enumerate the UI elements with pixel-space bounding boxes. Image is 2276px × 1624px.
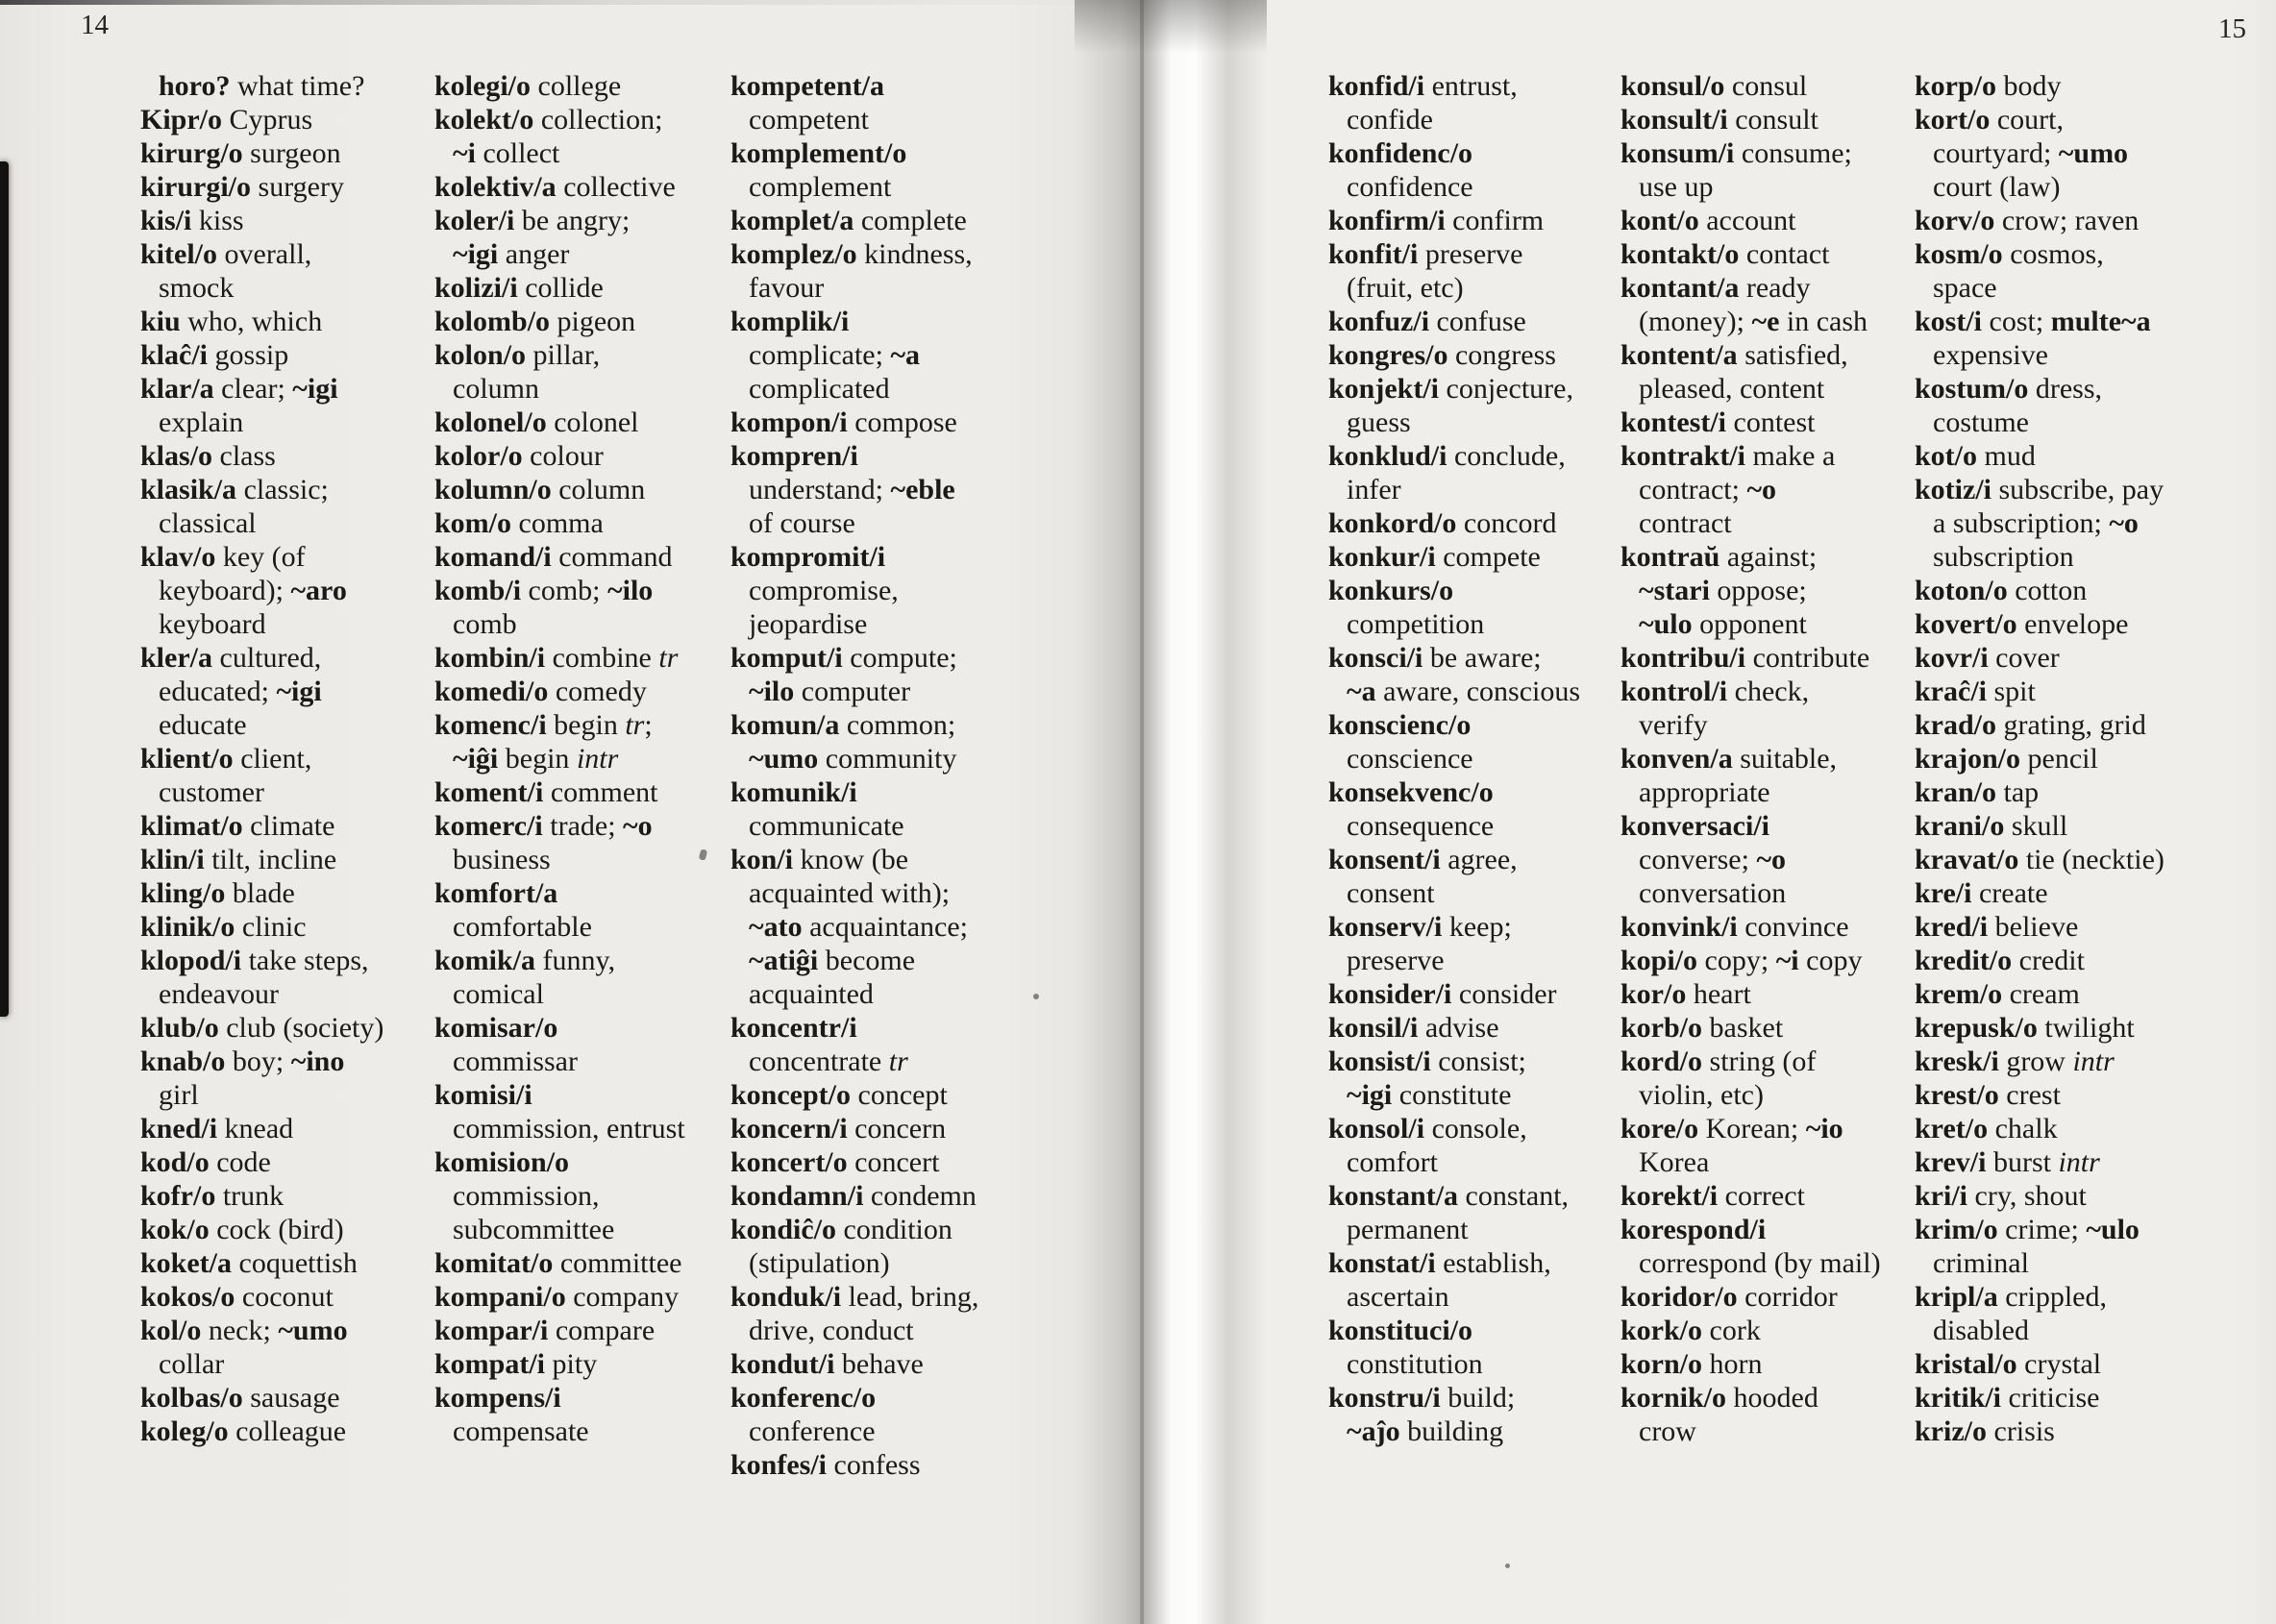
dictionary-entry: konvink/i convince [1620, 911, 1849, 943]
dictionary-entry: kondut/i behave [730, 1348, 924, 1380]
dictionary-entry: konsekvenc/o consequence [1328, 776, 1495, 842]
dictionary-entry: kran/o tap [1915, 776, 2040, 808]
dictionary-entry: kovr/i cover [1915, 642, 2060, 674]
dictionary-entry: komplez/o kindness, favour [730, 238, 973, 304]
dictionary-entry: kolor/o colour [434, 440, 604, 472]
dictionary-entry: klasik/a classic; classical [140, 474, 329, 539]
dictionary-entry: kriz/o crisis [1915, 1415, 2055, 1447]
dictionary-entry: komplement/o complement [730, 137, 907, 203]
dictionary-entry: konfuz/i confuse [1328, 306, 1526, 337]
dictionary-entry: konsol/i console, comfort [1328, 1113, 1527, 1178]
dictionary-entry: kler/a cultured, educated; ~igi educate [140, 642, 322, 741]
dictionary-entry: koler/i be angry; ~igi anger [434, 205, 631, 270]
dictionary-column [434, 69, 723, 1448]
dictionary-entry: kontrol/i check, verify [1620, 676, 1810, 741]
dictionary-entry: komb/i comb; ~ilo comb [434, 575, 654, 640]
dictionary-entry: kret/o chalk [1915, 1113, 2058, 1144]
dictionary-entry: korn/o horn [1620, 1348, 1763, 1380]
dictionary-entry: kolekt/o collection; ~i collect [434, 104, 663, 169]
dictionary-entry: kord/o string (of violin, etc) [1620, 1046, 1817, 1111]
scan-edge-shadow [0, 161, 9, 1017]
dictionary-entry: kondiĉ/o condition (stipulation) [730, 1214, 952, 1279]
dictionary-entry: kostum/o dress, costume [1915, 373, 2103, 438]
dictionary-entry: krest/o crest [1915, 1079, 2061, 1111]
dictionary-entry: klar/a clear; ~igi explain [140, 373, 338, 438]
dictionary-entry: kont/o account [1620, 205, 1796, 236]
dictionary-entry: kofr/o trunk [140, 1180, 284, 1212]
dictionary-entry: kompren/i understand; ~eble of course [730, 440, 955, 539]
dictionary-entry: koncept/o concept [730, 1079, 948, 1111]
dictionary-entry: kompani/o company [434, 1281, 680, 1313]
dictionary-entry: kontrakt/i make a contract; ~o contract [1620, 440, 1836, 539]
dictionary-entry: komisar/o commissar [434, 1012, 578, 1077]
dictionary-entry: konscienc/o conscience [1328, 709, 1473, 775]
dictionary-entry: krim/o crime; ~ulo criminal [1915, 1214, 2140, 1279]
dictionary-entry: kraĉ/i spit [1915, 676, 2036, 707]
dictionary-entry: kirurg/o surgeon [140, 137, 341, 169]
dictionary-entry: konsist/i consist; ~igi constitute [1328, 1046, 1526, 1111]
dictionary-entry: kripl/a crippled, disabled [1915, 1281, 2107, 1346]
dictionary-entry: komfort/a comfortable [434, 877, 592, 943]
scan-speck [1505, 1563, 1510, 1568]
dictionary-entry: kombin/i combine tr [434, 642, 679, 674]
dictionary-entry: krev/i burst intr [1915, 1146, 2100, 1178]
page-gutter-shadow [1075, 0, 1267, 1624]
dictionary-entry: krani/o skull [1915, 810, 2068, 842]
dictionary-entry: kri/i cry, shout [1915, 1180, 2087, 1212]
dictionary-entry: komand/i command [434, 541, 673, 573]
dictionary-entry: klaĉ/i gossip [140, 339, 289, 371]
dictionary-entry: korespond/i correspond (by mail) [1620, 1214, 1881, 1279]
dictionary-entry: klient/o client, customer [140, 743, 312, 808]
dictionary-entry: kom/o comma [434, 507, 604, 539]
dictionary-entry: kristal/o crystal [1915, 1348, 2102, 1380]
dictionary-entry: komisi/i commission, entrust [434, 1079, 685, 1144]
dictionary-entry: klin/i tilt, incline [140, 844, 337, 875]
dictionary-entry: konstant/a constant, permanent [1328, 1180, 1570, 1245]
dictionary-entry: koridor/o corridor [1620, 1281, 1838, 1313]
dictionary-entry: kredit/o credit [1915, 945, 2085, 976]
dictionary-entry: kompetent/a competent [730, 70, 884, 135]
dictionary-column [1620, 69, 1909, 1448]
dictionary-entry: kor/o heart [1620, 978, 1751, 1010]
dictionary-entry: krem/o cream [1915, 978, 2080, 1010]
dictionary-entry: konstru/i build; ~aĵo building [1328, 1382, 1516, 1447]
dictionary-entry: konfid/i entrust, confide [1328, 70, 1518, 135]
dictionary-entry: kned/i knead [140, 1113, 294, 1144]
dictionary-entry: konsul/o consul [1620, 70, 1808, 102]
dictionary-entry: konduk/i lead, bring, drive, conduct [730, 1281, 979, 1346]
dictionary-entry: konsider/i consider [1328, 978, 1557, 1010]
dictionary-entry: kort/o court, courtyard; ~umo court (law) [1915, 104, 2129, 203]
dictionary-column [1328, 69, 1617, 1448]
dictionary-entry: kritik/i criticise [1915, 1382, 2100, 1414]
dictionary-entry: kontakt/o contact [1620, 238, 1830, 270]
dictionary-column [1915, 69, 2203, 1448]
dictionary-entry: horo? what time? [159, 70, 365, 102]
dictionary-entry: komplet/a complete [730, 205, 967, 236]
dictionary-entry: klimat/o climate [140, 810, 335, 842]
dictionary-entry: konsent/i agree, consent [1328, 844, 1518, 909]
dictionary-entry: konkur/i compete [1328, 541, 1541, 573]
dictionary-entry: kotiz/i subscribe, pay a subscription; ~o subscription [1915, 474, 2165, 573]
dictionary-entry: kol/o neck; ~umo collar [140, 1315, 348, 1380]
dictionary-entry: kravat/o tie (necktie) [1915, 844, 2165, 875]
dictionary-entry: kontest/i contest [1620, 406, 1816, 438]
dictionary-entry: kontent/a satisfied, pleased, content [1620, 339, 1848, 405]
dictionary-entry: klas/o class [140, 440, 276, 472]
dictionary-entry: konkurs/o competition [1328, 575, 1485, 640]
dictionary-entry: kompar/i compare [434, 1315, 656, 1346]
dictionary-entry: konkord/o concord [1328, 507, 1557, 539]
dictionary-entry: kompromit/i compromise, jeopardise [730, 541, 899, 640]
dictionary-entry: konfes/i confess [730, 1449, 921, 1481]
dictionary-entry: korb/o basket [1620, 1012, 1784, 1044]
dictionary-entry: kod/o code [140, 1146, 271, 1178]
dictionary-column [140, 69, 429, 1448]
dictionary-entry: koton/o cotton [1915, 575, 2088, 606]
scan-speck [1033, 994, 1039, 999]
dictionary-entry: konven/a suitable, appropriate [1620, 743, 1838, 808]
dictionary-entry: kot/o mud [1915, 440, 2036, 472]
dictionary-entry: kompon/i compose [730, 406, 957, 438]
dictionary-entry: konklud/i conclude, infer [1328, 440, 1566, 505]
dictionary-entry: konjekt/i conjecture, guess [1328, 373, 1573, 438]
dictionary-entry: kornik/o hooded crow [1620, 1382, 1818, 1447]
dictionary-entry: konsult/i consult [1620, 104, 1818, 135]
dictionary-column [730, 69, 1019, 1482]
scan-top-edge-shadow [0, 0, 1134, 5]
dictionary-entry: komun/a common; ~umo community [730, 709, 957, 775]
dictionary-entry: konferenc/o conference [730, 1382, 877, 1447]
dictionary-entry: klav/o key (of keyboard); ~aro keyboard [140, 541, 347, 640]
dictionary-entry: kopi/o copy; ~i copy [1620, 945, 1863, 976]
dictionary-entry: kon/i know (be acquainted with); ~ato acquaintance; ~atiĝi become acquainted [730, 844, 968, 1010]
dictionary-entry: kokos/o coconut [140, 1281, 334, 1313]
dictionary-entry: koncern/i concern [730, 1113, 947, 1144]
dictionary-entry: komenc/i begin tr; ~iĝi begin intr [434, 709, 653, 775]
dictionary-entry: kolizi/i collide [434, 272, 604, 304]
dictionary-entry: kontant/a ready (money); ~e in cash [1620, 272, 1868, 337]
dictionary-entry: korekt/i correct [1620, 1180, 1805, 1212]
dictionary-entry: kre/i create [1915, 877, 2048, 909]
dictionary-entry: knab/o boy; ~ino girl [140, 1046, 345, 1111]
dictionary-entry: kolonel/o colonel [434, 406, 639, 438]
dictionary-entry: kompens/i compensate [434, 1382, 589, 1447]
dictionary-entry: kongres/o congress [1328, 339, 1556, 371]
dictionary-entry: kompat/i pity [434, 1348, 598, 1380]
dictionary-entry: kosm/o cosmos, space [1915, 238, 2104, 304]
dictionary-entry: komput/i compute; ~ilo computer [730, 642, 957, 707]
dictionary-entry: konfirm/i confirm [1328, 205, 1545, 236]
dictionary-entry: komplik/i complicate; ~a complicated [730, 306, 921, 405]
dictionary-entry: kovert/o envelope [1915, 608, 2129, 640]
dictionary-entry: komitat/o committee [434, 1247, 682, 1279]
dictionary-entry: krajon/o pencil [1915, 743, 2098, 775]
dictionary-entry: komerc/i trade; ~o business [434, 810, 653, 875]
dictionary-entry: koket/a coquettish [140, 1247, 358, 1279]
dictionary-entry: konstituci/o constitution [1328, 1315, 1483, 1380]
dictionary-entry: konfidenc/o confidence [1328, 137, 1473, 203]
dictionary-entry: korv/o crow; raven [1915, 205, 2140, 236]
dictionary-entry: konversaci/i converse; ~o conversation [1620, 810, 1787, 909]
dictionary-entry: koment/i comment [434, 776, 658, 808]
dictionary-entry: kis/i kiss [140, 205, 244, 236]
dictionary-entry: konserv/i keep; preserve [1328, 911, 1512, 976]
page-number-right: 15 [2218, 13, 2246, 44]
dictionary-entry: korp/o body [1915, 70, 2062, 102]
dictionary-entry: komision/o commission, subcommittee [434, 1146, 615, 1245]
dictionary-entry: komedi/o comedy [434, 676, 647, 707]
dictionary-entry: konsil/i advise [1328, 1012, 1499, 1044]
dictionary-entry: kolbas/o sausage [140, 1382, 340, 1414]
dictionary-entry: konsci/i be aware; ~a aware, conscious [1328, 642, 1581, 707]
dictionary-entry: kolektiv/a collective [434, 171, 676, 203]
dictionary-entry: komunik/i communicate [730, 776, 904, 842]
dictionary-entry: Kipr/o Cyprus [140, 104, 313, 135]
dictionary-entry: koncentr/i concentrate tr [730, 1012, 908, 1077]
dictionary-entry: kondamn/i condemn [730, 1180, 977, 1212]
dictionary-entry: kling/o blade [140, 877, 295, 909]
dictionary-entry: koncert/o concert [730, 1146, 940, 1178]
dictionary-entry: konfit/i preserve (fruit, etc) [1328, 238, 1523, 304]
dictionary-entry: kresk/i grow intr [1915, 1046, 2115, 1077]
dictionary-entry: kolumn/o column [434, 474, 646, 505]
dictionary-entry: klub/o club (society) [140, 1012, 384, 1044]
dictionary-entry: kontraŭ against; ~stari oppose; ~ulo opponent [1620, 541, 1818, 640]
gutter-crease-line [1140, 0, 1144, 1624]
dictionary-entry: klinik/o clinic [140, 911, 307, 943]
dictionary-entry: kok/o cock (bird) [140, 1214, 344, 1245]
gutter-top-shadow [1075, 0, 1267, 53]
dictionary-entry: krepusk/o twilight [1915, 1012, 2135, 1044]
dictionary-entry: kolegi/o college [434, 70, 622, 102]
dictionary-entry: kost/i cost; multe~a expensive [1915, 306, 2151, 371]
dictionary-entry: krad/o grating, grid [1915, 709, 2146, 741]
dictionary-entry: kolon/o pillar, column [434, 339, 601, 405]
dictionary-entry: konstat/i establish, ascertain [1328, 1247, 1551, 1313]
dictionary-entry: kirurgi/o surgery [140, 171, 344, 203]
dictionary-entry: komik/a funny, comical [434, 945, 616, 1010]
dictionary-entry: kiu who, which [140, 306, 323, 337]
dictionary-entry: kork/o cork [1620, 1315, 1761, 1346]
dictionary-entry: kontribu/i contribute [1620, 642, 1870, 674]
page-number-left: 14 [81, 10, 109, 40]
dictionary-entry: kred/i believe [1915, 911, 2079, 943]
dictionary-entry: kolomb/o pigeon [434, 306, 636, 337]
dictionary-entry: kitel/o overall, smock [140, 238, 312, 304]
dictionary-entry: kore/o Korean; ~io Korea [1620, 1113, 1843, 1178]
dictionary-entry: koleg/o colleague [140, 1415, 347, 1447]
dictionary-entry: klopod/i take steps, endeavour [140, 945, 369, 1010]
dictionary-entry: konsum/i consume; use up [1620, 137, 1852, 203]
